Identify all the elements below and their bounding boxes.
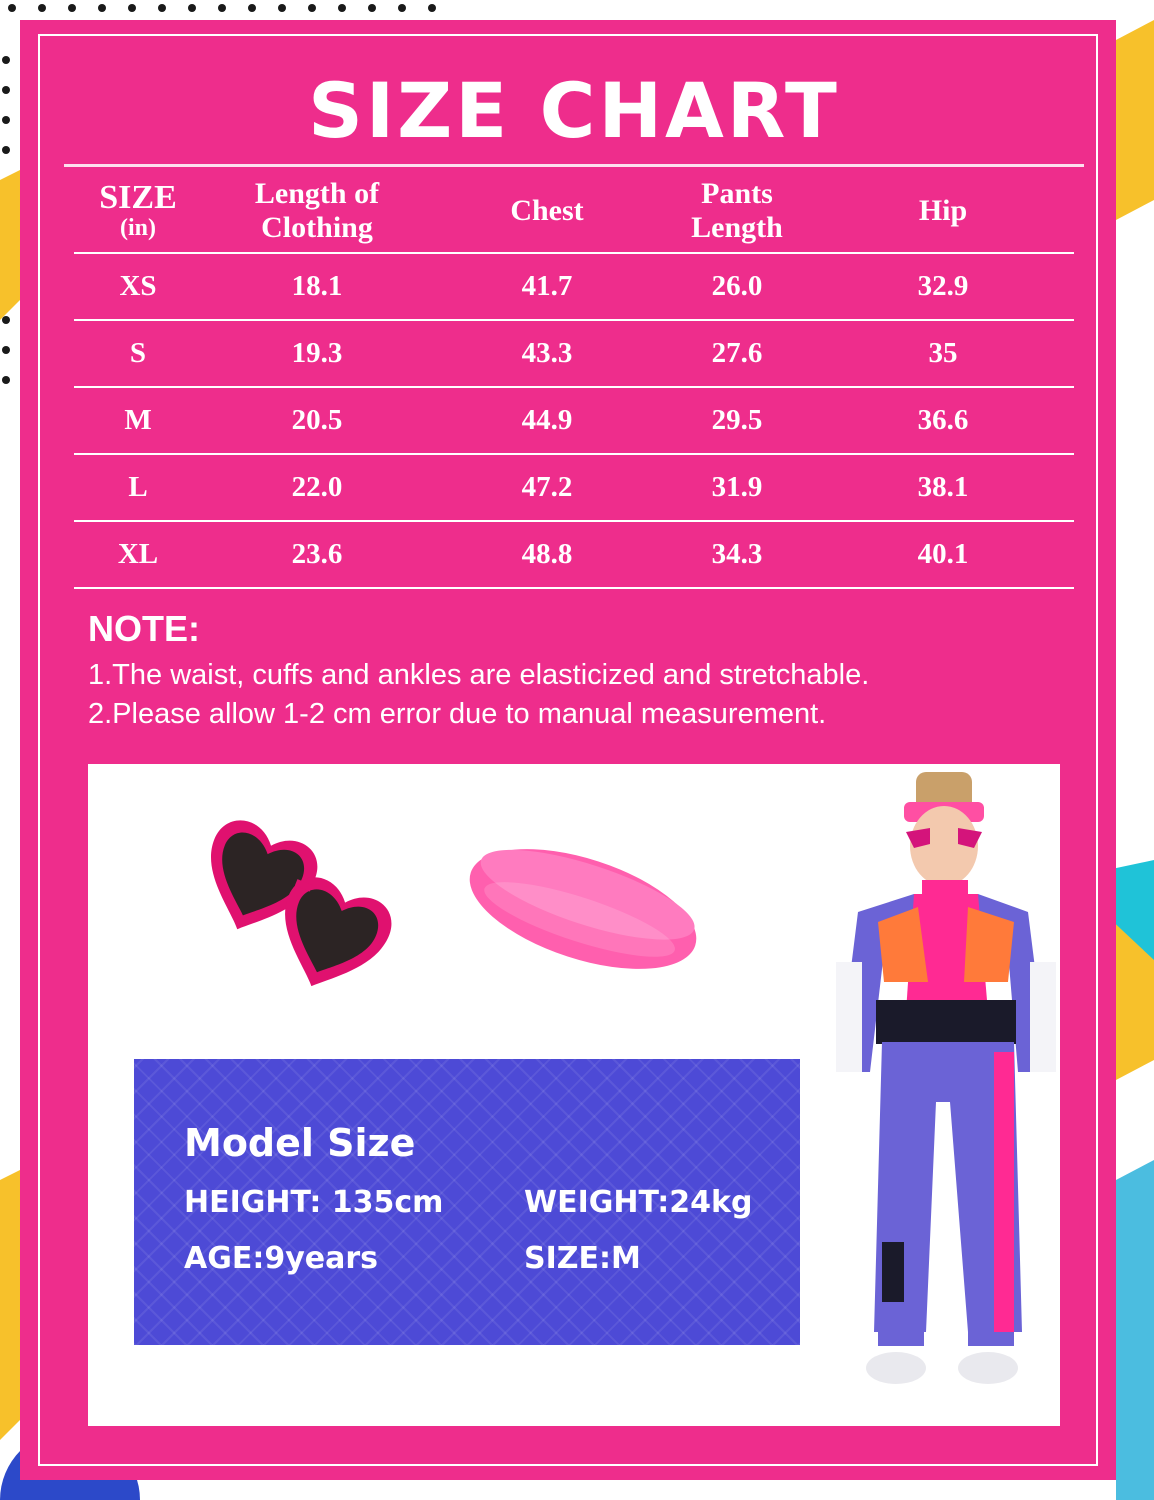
cell-chest: 43.3: [432, 320, 662, 387]
cell-chest: 48.8: [432, 521, 662, 588]
cell-length: 22.0: [202, 454, 432, 521]
cell-pants: 26.0: [662, 253, 812, 320]
note-line-2: 2.Please allow 1-2 cm error due to manual measurement.: [88, 698, 827, 730]
note-line-1: 1.The waist, cuffs and ankles are elasticized and stretchable.: [88, 659, 870, 691]
header-size-unit: (in): [120, 215, 156, 241]
table-header-row: [74, 170, 1074, 253]
size-table: [74, 170, 1074, 589]
headband-image: [458, 824, 708, 994]
table-row: [74, 521, 1074, 588]
note-section: [88, 608, 869, 734]
model-age: AGE:9years: [184, 1241, 379, 1276]
cell-chest: 41.7: [432, 253, 662, 320]
cell-size: XS: [74, 253, 202, 320]
table-row: [74, 454, 1074, 521]
heart-sunglasses-image: [174, 814, 414, 1004]
title-divider: [64, 164, 1084, 167]
cell-length: 19.3: [202, 320, 432, 387]
cell-hip: 35: [812, 320, 1074, 387]
cell-size: S: [74, 320, 202, 387]
model-weight: WEIGHT:24kg: [524, 1185, 753, 1220]
cell-length: 20.5: [202, 387, 432, 454]
header-hip: Hip: [812, 170, 1074, 253]
note-title: NOTE:: [88, 608, 200, 649]
cell-pants: 34.3: [662, 521, 812, 588]
table-row: [74, 320, 1074, 387]
model-photo: [818, 772, 1058, 1422]
model-size: SIZE:M: [524, 1241, 641, 1276]
cell-hip: 38.1: [812, 454, 1074, 521]
cell-hip: 40.1: [812, 521, 1074, 588]
table-row: [74, 387, 1074, 454]
cell-chest: 47.2: [432, 454, 662, 521]
table-row: [74, 253, 1074, 320]
cell-pants: 29.5: [662, 387, 812, 454]
cell-size: XL: [74, 521, 202, 588]
cell-hip: 32.9: [812, 253, 1074, 320]
model-size-box: [134, 1059, 800, 1345]
model-size-title: Model Size: [184, 1121, 416, 1165]
cell-size: M: [74, 387, 202, 454]
cell-hip: 36.6: [812, 387, 1074, 454]
product-photo-panel: [88, 764, 1060, 1426]
cell-pants: 31.9: [662, 454, 812, 521]
model-height: HEIGHT: 135cm: [184, 1185, 444, 1220]
header-size-label: SIZE: [99, 179, 177, 216]
cell-size: L: [74, 454, 202, 521]
cell-length: 18.1: [202, 253, 432, 320]
cell-pants: 27.6: [662, 320, 812, 387]
cell-length: 23.6: [202, 521, 432, 588]
cell-chest: 44.9: [432, 387, 662, 454]
page-title: SIZE CHART: [308, 66, 840, 155]
header-chest: Chest: [432, 170, 662, 253]
header-size: [74, 170, 202, 253]
header-pants: Pants Length: [662, 170, 812, 253]
size-chart-panel: [64, 52, 1084, 1426]
header-length: Length of Clothing: [202, 170, 432, 253]
